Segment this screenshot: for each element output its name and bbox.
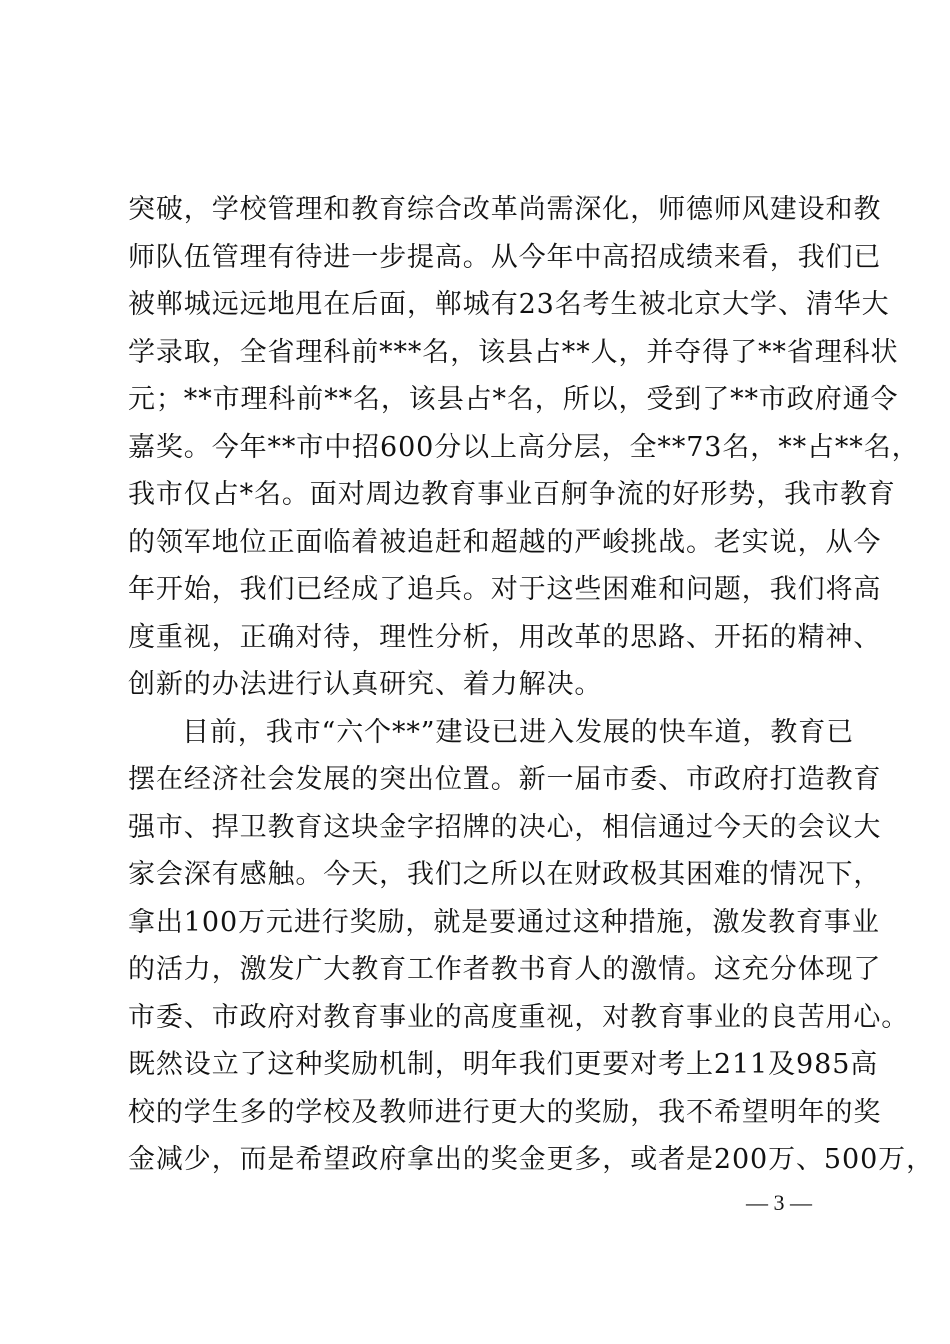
text-line: 元；**市理科前**名，该县占*名，所以，受到了**市政府通令 — [128, 384, 899, 415]
text-line: 师队伍管理有待进一步提高。从今年中高招成绩来看，我们已 — [128, 241, 882, 273]
text-line: 度重视，正确对待，理性分析，用改革的思路、开拓的精神、 — [128, 621, 882, 653]
text-line: 年开始，我们已经成了追兵。对于这些困难和问题，我们将高 — [128, 574, 882, 605]
text-line: 金减少，而是希望政府拿出的奖金更多，或者是200万、500万， — [128, 1144, 934, 1175]
paragraph-first-line: 目前，我市“六个**”建设已进入发展的快车道，教育已 — [182, 716, 855, 748]
text-line: 既然设立了这种奖励机制，明年我们更要对考上211及985高 — [128, 1049, 879, 1080]
text-line: 校的学生多的学校及教师进行更大的奖励，我不希望明年的奖 — [128, 1096, 882, 1128]
text-line: 摆在经济社会发展的突出位置。新一届市委、市政府打造教育 — [128, 764, 882, 795]
text-line: 学录取，全省理科前***名，该县占**人，并夺得了**省理科状 — [128, 336, 899, 368]
text-line: 家会深有感触。今天，我们之所以在财政极其困难的情况下， — [128, 859, 882, 890]
text-line: 被郸城远远地甩在后面，郸城有23名考生被北京大学、清华大 — [128, 289, 890, 320]
body-text — [128, 186, 934, 1184]
text-line: 拿出100万元进行奖励，就是要通过这种措施，激发教育事业 — [128, 906, 880, 938]
text-line: 强市、捍卫教育这块金字招牌的决心，相信通过今天的会议大 — [128, 811, 882, 843]
text-line: 我市仅占*名。面对周边教育事业百舸争流的好形势，我市教育 — [128, 479, 896, 510]
page-number: — 3 — — [746, 1190, 812, 1215]
text-line: 的领军地位正面临着被追赶和超越的严峻挑战。老实说，从今 — [128, 526, 882, 558]
text-line: 的活力，激发广大教育工作者教书育人的激情。这充分体现了 — [128, 954, 882, 985]
text-line: 市委、市政府对教育事业的高度重视，对教育事业的良苦用心。 — [128, 1001, 910, 1033]
text-line: 嘉奖。今年**市中招600分以上高分层，全**73名，**占**名， — [128, 431, 920, 463]
text-line: 突破，学校管理和教育综合改革尚需深化，师德师风建设和教 — [128, 194, 882, 225]
text-line: 创新的办法进行认真研究、着力解决。 — [128, 669, 603, 700]
